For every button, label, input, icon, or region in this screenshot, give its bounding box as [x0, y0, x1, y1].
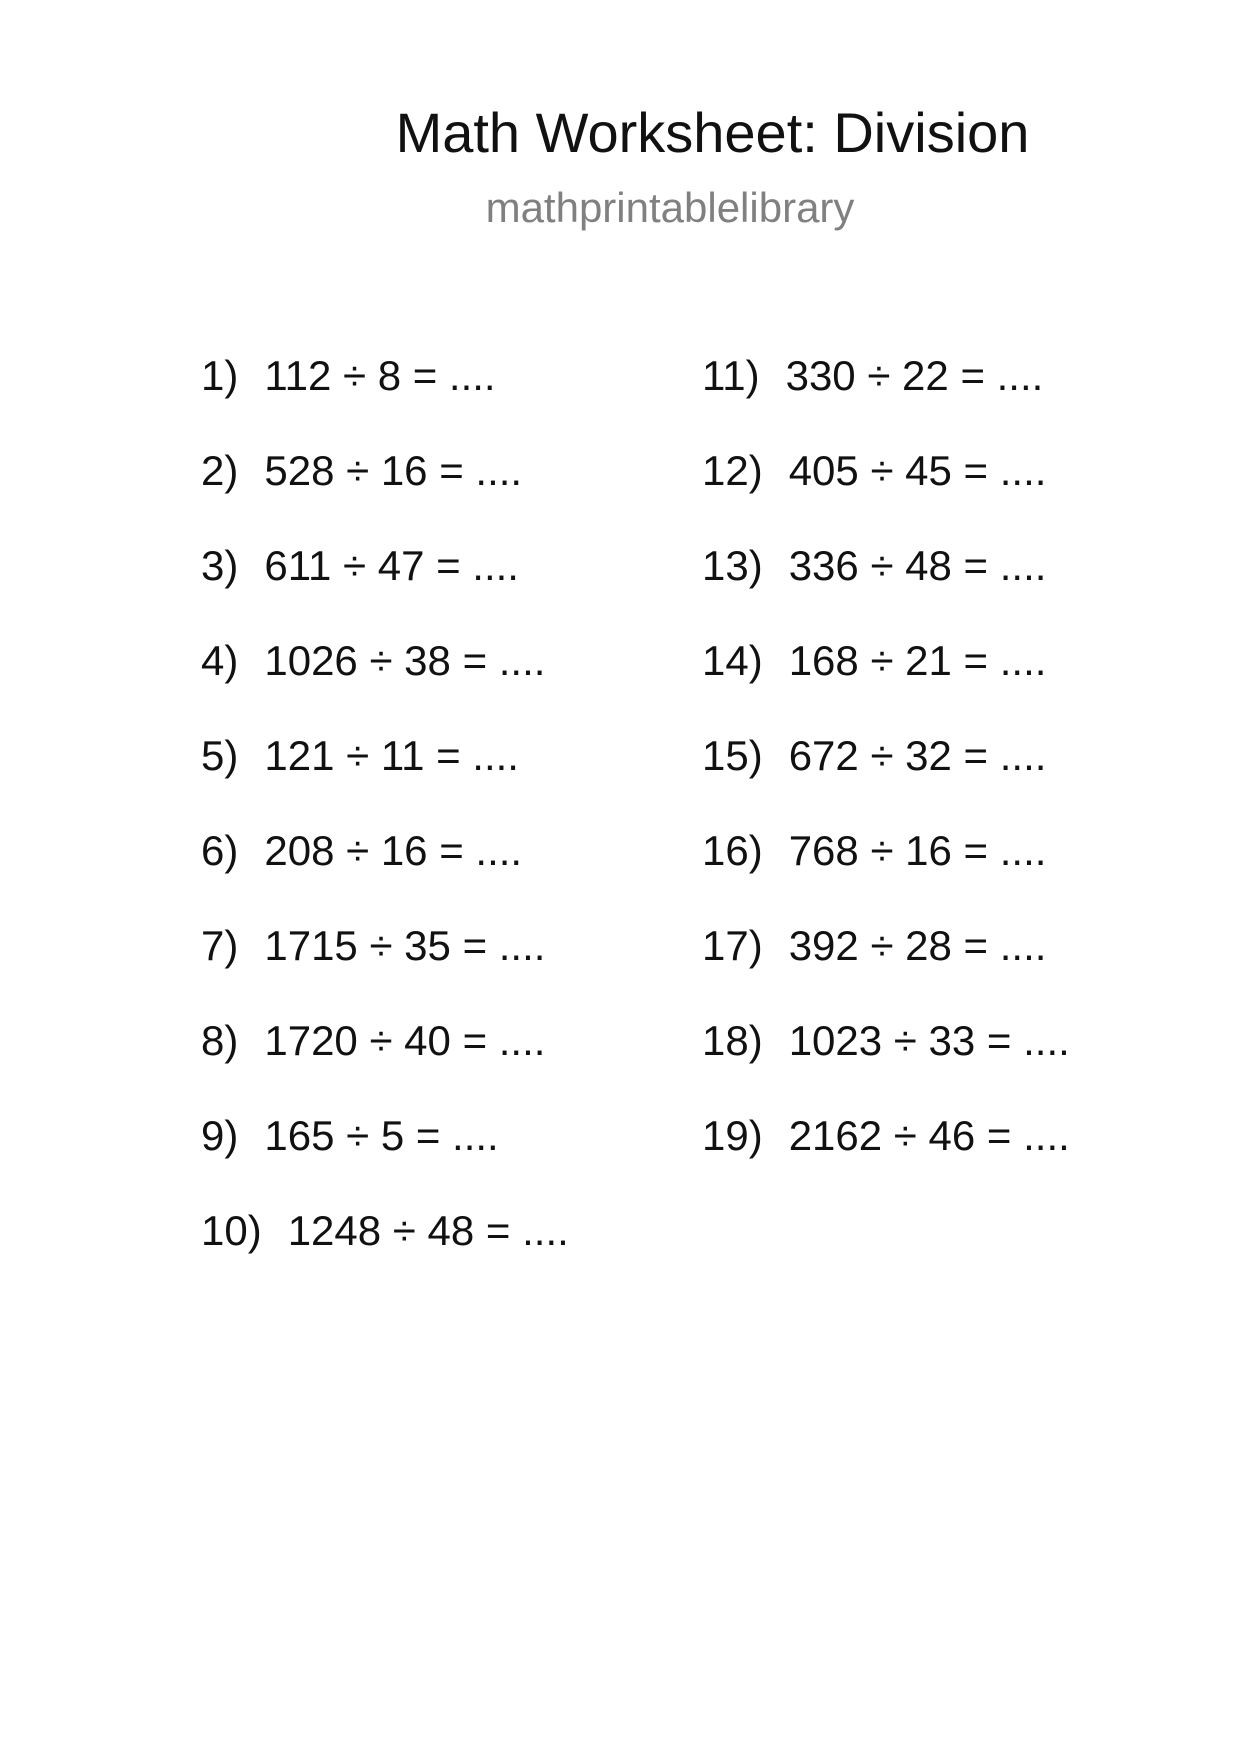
problem-expression: 1715 ÷ 35 = .... [264, 922, 546, 969]
problem-item [201, 916, 569, 1011]
problem-expression: 208 ÷ 16 = .... [264, 827, 523, 874]
problem-number: 8) [201, 1017, 239, 1064]
problem-column-right [702, 346, 1070, 1201]
problem-number: 13) [702, 542, 763, 589]
problem-number: 1) [201, 352, 239, 399]
problem-expression: 165 ÷ 5 = .... [264, 1112, 499, 1159]
problem-item [702, 1011, 1070, 1106]
problem-number: 18) [702, 1017, 763, 1064]
problem-item [201, 1011, 569, 1106]
problem-item [201, 441, 569, 536]
problem-number: 10) [201, 1207, 262, 1254]
problem-item [702, 631, 1070, 726]
problem-number: 19) [702, 1112, 763, 1159]
problem-item [201, 821, 569, 916]
problem-item [201, 1106, 569, 1201]
problem-item [201, 346, 569, 441]
problem-number: 12) [702, 447, 763, 494]
problem-expression: 1248 ÷ 48 = .... [287, 1207, 569, 1254]
problem-number: 15) [702, 732, 763, 779]
problem-number: 9) [201, 1112, 239, 1159]
problem-number: 7) [201, 922, 239, 969]
problem-number: 4) [201, 637, 239, 684]
problem-item [201, 726, 569, 821]
problem-item [702, 821, 1070, 916]
problem-item [201, 631, 569, 726]
problem-expression: 330 ÷ 22 = .... [785, 352, 1044, 399]
problem-column-left [201, 346, 569, 1296]
problem-number: 16) [702, 827, 763, 874]
problem-expression: 121 ÷ 11 = .... [264, 732, 519, 779]
problem-expression: 1720 ÷ 40 = .... [264, 1017, 546, 1064]
problem-expression: 611 ÷ 47 = .... [264, 542, 519, 589]
problem-number: 3) [201, 542, 239, 589]
problem-expression: 2162 ÷ 46 = .... [788, 1112, 1070, 1159]
problem-number: 17) [702, 922, 763, 969]
problem-item [702, 1106, 1070, 1201]
problem-item [201, 536, 569, 631]
problem-item [201, 1201, 569, 1296]
problem-item [702, 726, 1070, 821]
problem-number: 5) [201, 732, 239, 779]
problem-expression: 672 ÷ 32 = .... [788, 732, 1047, 779]
problem-expression: 1026 ÷ 38 = .... [264, 637, 546, 684]
problem-expression: 392 ÷ 28 = .... [788, 922, 1047, 969]
problem-expression: 528 ÷ 16 = .... [264, 447, 523, 494]
problem-item [702, 346, 1070, 441]
problem-expression: 112 ÷ 8 = .... [264, 352, 496, 399]
problem-number: 11) [702, 352, 760, 399]
problem-expression: 168 ÷ 21 = .... [788, 637, 1047, 684]
problem-expression: 405 ÷ 45 = .... [788, 447, 1047, 494]
problem-number: 6) [201, 827, 239, 874]
problem-item [702, 536, 1070, 631]
page-subtitle: mathprintablelibrary [485, 184, 855, 231]
problem-item [702, 441, 1070, 536]
problem-expression: 768 ÷ 16 = .... [788, 827, 1047, 874]
problem-number: 14) [702, 637, 763, 684]
problem-item [702, 916, 1070, 1011]
problem-expression: 1023 ÷ 33 = .... [788, 1017, 1070, 1064]
problem-number: 2) [201, 447, 239, 494]
page-title: Math Worksheet: Division [395, 101, 1030, 164]
problem-expression: 336 ÷ 48 = .... [788, 542, 1047, 589]
